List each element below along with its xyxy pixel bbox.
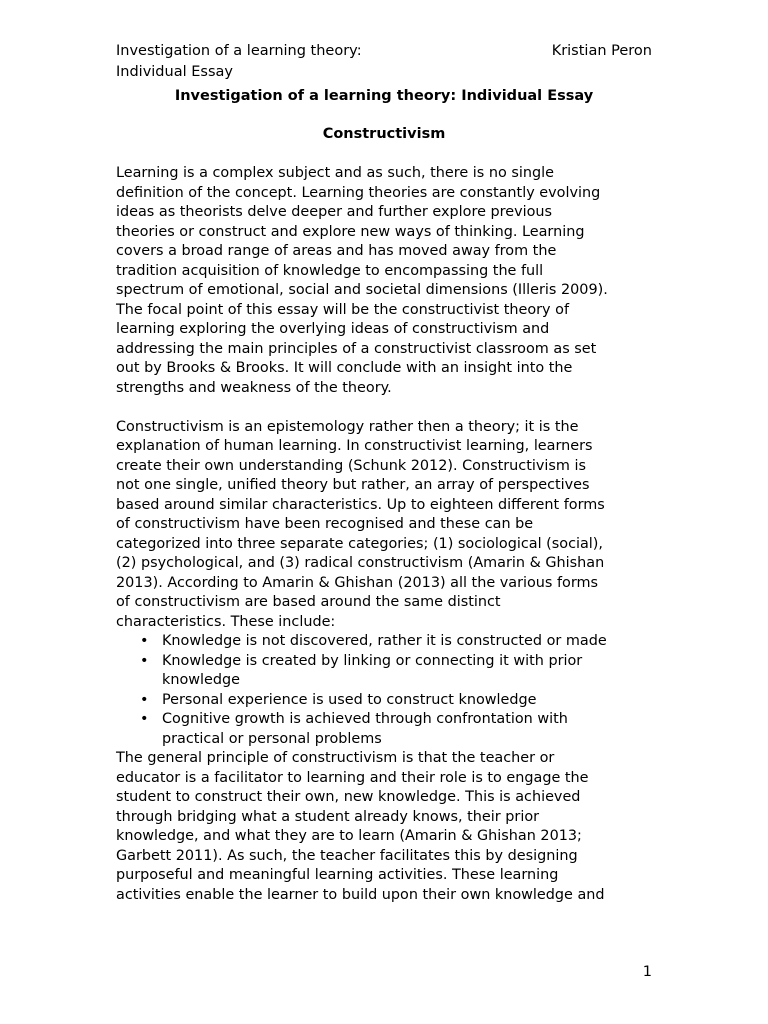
paragraph-line: strengths and weakness of the theory. (116, 379, 392, 396)
paragraph-line: categorized into three separate categories; (1) sociological (social), (116, 535, 603, 552)
list-item-line: • Knowledge is created by linking or connecting it with prior (162, 652, 583, 669)
paragraph-line: spectrum of emotional, social and societal dimensions (Illeris 2009). (116, 282, 608, 298)
paragraph-line: The general principle of constructivism is that the teacher or (116, 750, 555, 766)
paragraph-line: characteristics. These include: (116, 613, 336, 630)
page-number: 1 (642, 964, 652, 980)
characteristics-list (116, 632, 656, 749)
paragraph-line: based around similar characteristics. Up to eighteen different forms (116, 496, 605, 513)
document-title: Investigation of a learning theory: Individual Essay (174, 88, 594, 104)
document-subtitle: Constructivism (322, 126, 446, 142)
paragraph-line: (2) psychological, and (3) radical constructivism (Amarin & Ghishan (116, 555, 605, 571)
paragraph-line: purposeful and meaningful learning activities. These learning (116, 867, 559, 883)
list-item-line: practical or personal problems (162, 730, 382, 747)
paragraph-line: Garbett 2011). As such, the teacher facilitates this by designing (116, 847, 578, 864)
list-item-line: • Knowledge is not discovered, rather it is constructed or made (162, 633, 607, 649)
paragraph-line: theories or construct and explore new ways of thinking. Learning (116, 223, 585, 240)
list-item (116, 710, 656, 749)
list-item (116, 652, 656, 691)
paragraph-line: tradition acquisition of knowledge to encompassing the full (116, 262, 544, 279)
paragraph-line: through bridging what a student already knows, their prior (116, 808, 540, 825)
paragraph-line: not one single, unified theory but rather, an array of perspectives (116, 477, 590, 493)
list-item-line: • Personal experience is used to construct knowledge (162, 691, 537, 708)
paragraph-line: create their own understanding (Schunk 2012). Constructivism is (116, 457, 586, 474)
list-item (116, 691, 656, 711)
paragraph-line: addressing the main principles of a constructivist classroom as set (116, 340, 597, 357)
paragraph-line: Learning is a complex subject and as such, there is no single (116, 165, 554, 181)
paragraph-line: learning exploring the overlying ideas of constructivism and (116, 321, 550, 337)
document-body (116, 164, 656, 905)
header-title-line-1: Investigation of a learning theory: (116, 43, 362, 59)
paragraph-line: educator is a facilitator to learning and their role is to engage the (116, 769, 589, 786)
list-item-line: knowledge (162, 672, 241, 688)
paragraph-line: covers a broad range of areas and has moved away from the (116, 243, 557, 259)
paragraph-general-principle (116, 749, 656, 905)
paragraph-line: definition of the concept. Learning theories are constantly evolving (116, 184, 601, 201)
paragraph-line: out by Brooks & Brooks. It will conclude with an insight into the (116, 360, 573, 376)
paragraph-line: The focal point of this essay will be the constructivist theory of (116, 301, 570, 318)
paragraph-line: of constructivism have been recognised and these can be (116, 516, 534, 532)
header-left (116, 41, 436, 83)
paragraph-line: student to construct their own, new knowledge. This is achieved (116, 789, 581, 805)
list-item (116, 632, 656, 652)
paragraph-constructivism-definition (116, 418, 656, 633)
paragraph-introduction (116, 164, 656, 398)
paragraph-line: 2013). According to Amarin & Ghishan (2013) all the various forms (116, 574, 599, 591)
paragraph-line: activities enable the learner to build upon their own knowledge and (116, 886, 605, 903)
paragraph-line: explanation of human learning. In constructivist learning, learners (116, 438, 593, 454)
header-author: Kristian Peron (551, 43, 652, 59)
header-title-line-2: Individual Essay (116, 64, 233, 80)
paragraph-line: knowledge, and what they are to learn (Amarin & Ghishan 2013; (116, 828, 582, 844)
paragraph-line: ideas as theorists delve deeper and further explore previous (116, 204, 553, 220)
page-header (116, 41, 656, 83)
paragraph-line: of constructivism are based around the same distinct (116, 594, 501, 610)
list-item-line: • Cognitive growth is achieved through confrontation with (162, 711, 568, 727)
paragraph-line: Constructivism is an epistemology rather then a theory; it is the (116, 418, 579, 435)
